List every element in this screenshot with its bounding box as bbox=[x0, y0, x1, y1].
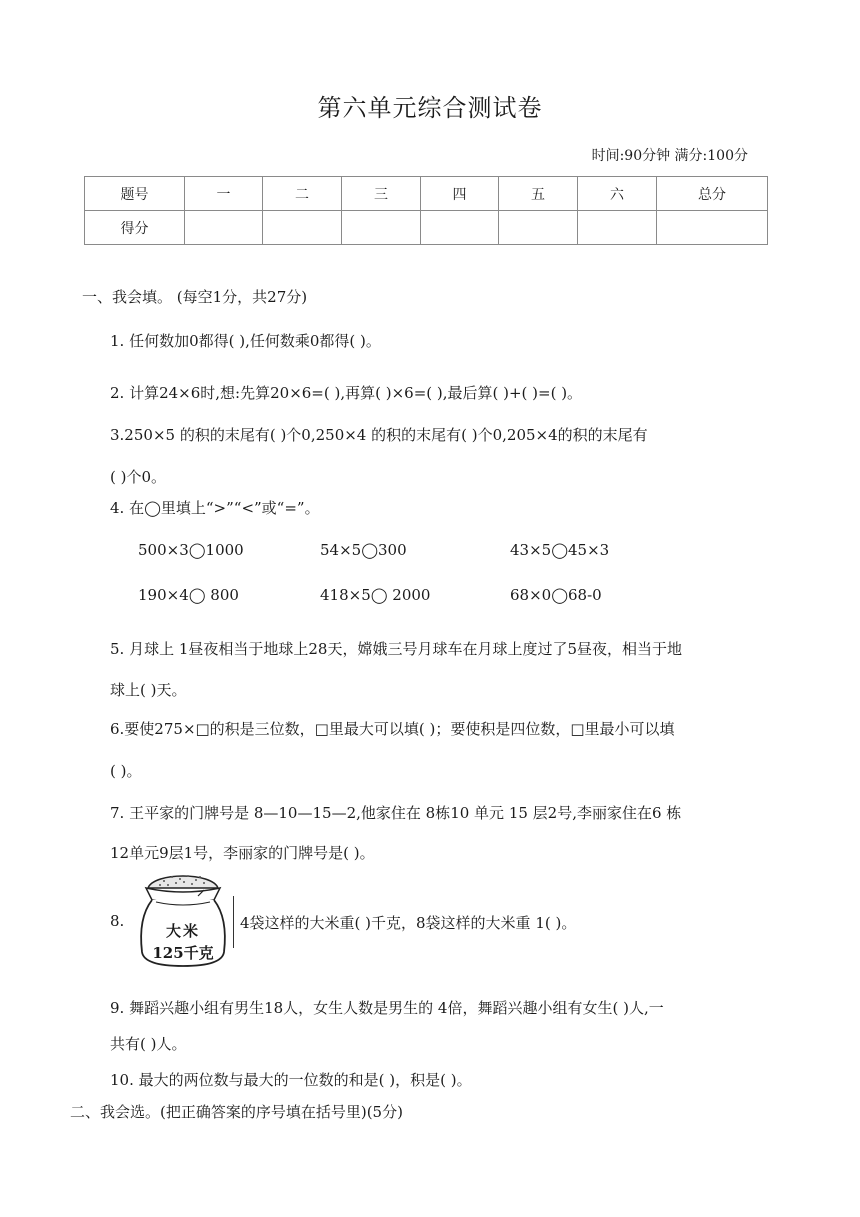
question-2: 2. 计算24×6时,想:先算20×6=( ),再算( )×6=( ),最后算( )+( )=( )。 bbox=[110, 384, 583, 402]
bag-label-name: 大米 bbox=[165, 922, 200, 940]
question-8: 4袋这样的大米重( )千克，8袋这样的大米重 1( )。 bbox=[240, 914, 577, 932]
question-5-line-1: 5. 月球上 1昼夜相当于地球上28天，嫦娥三号月球车在月球上度过了5昼夜，相当于地 bbox=[110, 640, 683, 658]
table-cell: 题号 bbox=[85, 177, 185, 211]
question-9-line-1: 9. 舞蹈兴趣小组有男生18人，女生人数是男生的 4倍，舞蹈兴趣小组有女生( )人,一 bbox=[110, 999, 664, 1017]
compare-item: 500×3◯1000 bbox=[138, 541, 244, 559]
section-heading-1: 一、我会填。 (每空1分，共27分) bbox=[82, 288, 308, 306]
question-4: 4. 在◯里填上“>”“<”或“=”。 bbox=[110, 499, 320, 517]
question-6-line-1: 6.要使275×□的积是三位数，□里最大可以填( )；要使积是四位数，□里最小可以填 bbox=[110, 720, 675, 738]
score-table-score-row bbox=[85, 211, 768, 245]
table-cell: 五 bbox=[499, 177, 578, 211]
compare-item: 190×4◯ 800 bbox=[138, 586, 239, 604]
table-cell: 得分 bbox=[85, 211, 185, 245]
question-3-line-1: 3.250×5 的积的末尾有( )个0,250×4 的积的末尾有( )个0,205×4的积的末尾有 bbox=[110, 426, 648, 444]
compare-item: 68×0◯68-0 bbox=[510, 586, 602, 604]
section-heading-2: 二、我会选。(把正确答案的序号填在括号里)(5分) bbox=[70, 1103, 403, 1121]
table-cell: 三 bbox=[342, 177, 421, 211]
table-cell: 二 bbox=[263, 177, 342, 211]
compare-item: 418×5◯ 2000 bbox=[320, 586, 431, 604]
question-8-number: 8. bbox=[110, 912, 125, 930]
score-cell[interactable] bbox=[499, 211, 578, 245]
table-cell: 六 bbox=[578, 177, 657, 211]
compare-item: 43×5◯45×3 bbox=[510, 541, 610, 559]
page-title: 第六单元综合测试卷 bbox=[317, 94, 543, 122]
score-cell[interactable] bbox=[421, 211, 499, 245]
question-10: 10. 最大的两位数与最大的一位数的和是( )，积是( )。 bbox=[110, 1071, 472, 1089]
question-5-line-2: 球上( )天。 bbox=[110, 681, 187, 699]
bag-label-weight: 125千克 bbox=[152, 944, 214, 962]
score-cell[interactable] bbox=[185, 211, 263, 245]
score-cell[interactable] bbox=[657, 211, 768, 245]
compare-item: 54×5◯300 bbox=[320, 541, 407, 559]
question-1: 1. 任何数加0都得( ),任何数乘0都得( )。 bbox=[110, 332, 381, 350]
table-cell: 一 bbox=[185, 177, 263, 211]
score-cell[interactable] bbox=[342, 211, 421, 245]
bracket-divider bbox=[233, 896, 234, 948]
table-cell: 总分 bbox=[657, 177, 768, 211]
question-7-line-2: 12单元9层1号，李丽家的门牌号是( )。 bbox=[110, 844, 375, 862]
question-6-line-2: ( )。 bbox=[110, 762, 142, 780]
question-9-line-2: 共有( )人。 bbox=[110, 1035, 187, 1053]
table-cell: 四 bbox=[421, 177, 499, 211]
score-cell[interactable] bbox=[578, 211, 657, 245]
score-table bbox=[84, 176, 768, 245]
score-cell[interactable] bbox=[263, 211, 342, 245]
exam-time-score: 时间:90分钟 满分:100分 bbox=[591, 148, 748, 164]
question-3-line-2: ( )个0。 bbox=[110, 468, 167, 486]
score-table-header-row bbox=[85, 177, 768, 211]
rice-bag-icon bbox=[134, 866, 232, 970]
question-7-line-1: 7. 王平家的门牌号是 8—10—15—2,他家住在 8栋10 单元 15 层2号,李丽家住在6 栋 bbox=[110, 804, 682, 822]
